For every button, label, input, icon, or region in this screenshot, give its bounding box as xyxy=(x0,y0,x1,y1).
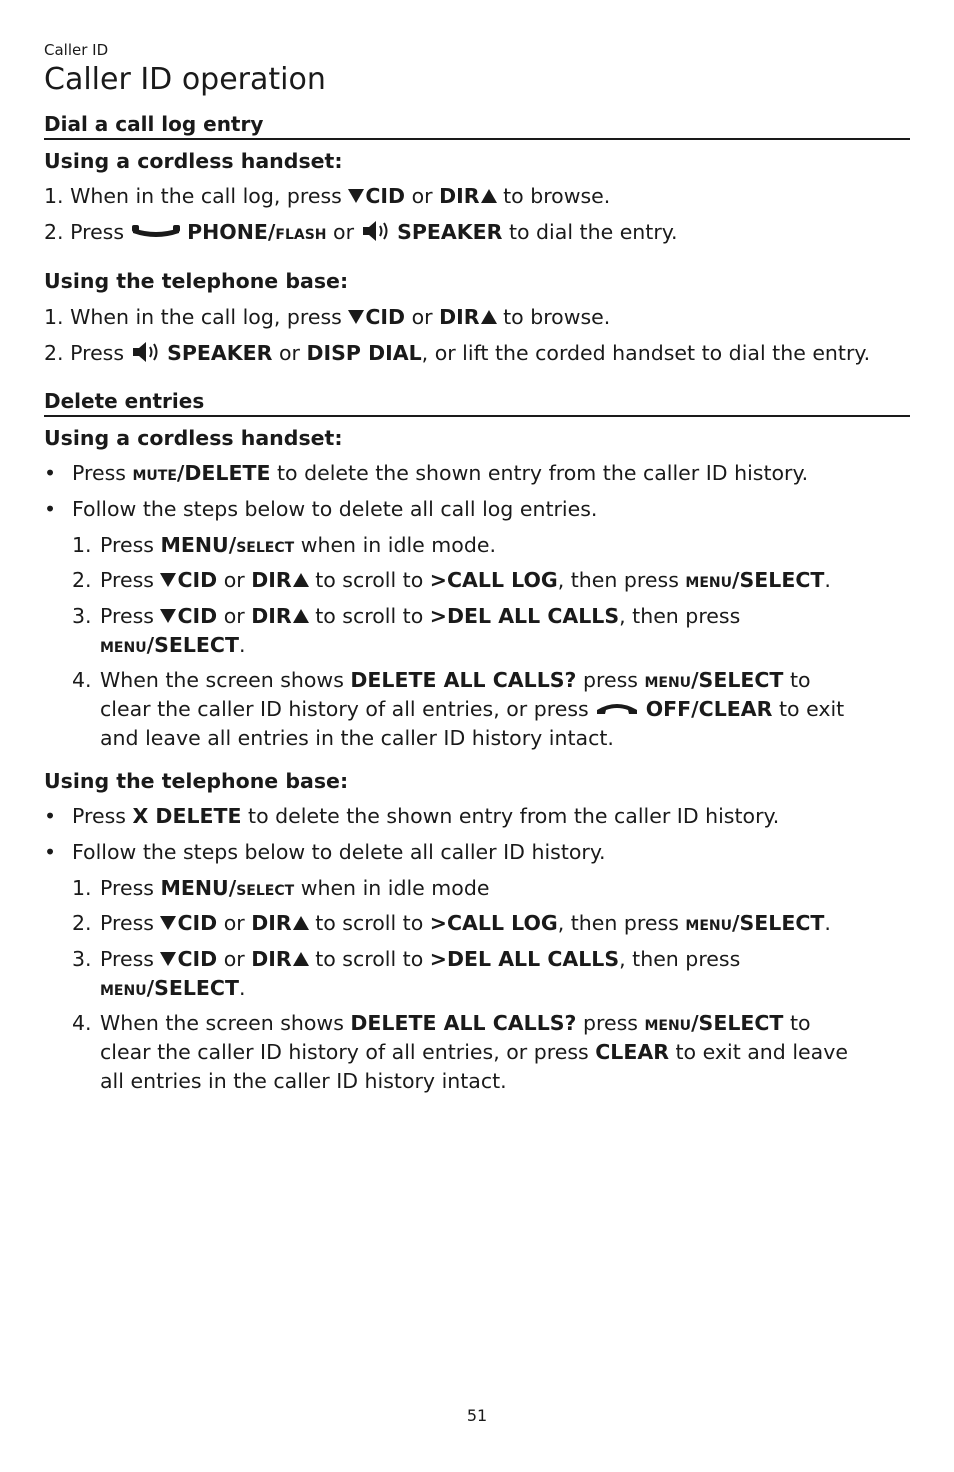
delete-base-step-4: 4. When the screen shows DELETE ALL CALLS? press menu/SELECT to xyxy=(72,1011,811,1035)
delete-handset-step-2: 2. Press CID or DIR to scroll to >CALL LOG, then press menu/SELECT. xyxy=(72,568,831,592)
delete-handset-step-4-cont-2: and leave all entries in the caller ID history intact. xyxy=(100,726,614,750)
phone-off-icon xyxy=(595,700,639,716)
delete-base-step-1: 1. Press MENU/select when in idle mode xyxy=(72,876,490,900)
section-heading-dial: Dial a call log entry xyxy=(44,112,910,140)
phone-handset-icon xyxy=(131,222,181,240)
delete-base-bullet-2: • Follow the steps below to delete all caller ID history. xyxy=(44,840,606,864)
down-arrow-icon xyxy=(160,952,176,966)
section-heading-delete: Delete entries xyxy=(44,389,910,417)
delete-handset-step-3: 3. Press CID or DIR to scroll to >DEL ALL CALLS, then press xyxy=(72,604,741,628)
dial-base-subheading: Using the telephone base: xyxy=(44,269,349,293)
speaker-icon xyxy=(131,340,161,364)
down-arrow-icon xyxy=(160,609,176,623)
delete-base-subheading: Using the telephone base: xyxy=(44,769,349,793)
chapter-label: Caller ID xyxy=(44,41,109,59)
delete-handset-bullet-1: • Press mute/DELETE to delete the shown entry from the caller ID history. xyxy=(44,461,809,485)
down-arrow-icon xyxy=(160,573,176,587)
up-arrow-icon xyxy=(293,573,309,587)
up-arrow-icon xyxy=(293,952,309,966)
up-arrow-icon xyxy=(481,310,497,324)
up-arrow-icon xyxy=(293,916,309,930)
delete-base-step-4-cont: clear the caller ID history of all entries, or press CLEAR to exit and leave xyxy=(100,1040,848,1064)
dial-base-step-1: 1. When in the call log, press CID or DIR to browse. xyxy=(44,305,611,329)
page-number: 51 xyxy=(466,1406,488,1425)
delete-base-bullet-1: • Press X DELETE to delete the shown entry from the caller ID history. xyxy=(44,804,780,828)
delete-handset-step-4-cont: clear the caller ID history of all entries, or press OFF/CLEAR to exit xyxy=(100,697,845,721)
dial-handset-step-1: 1. When in the call log, press CID or DIR to browse. xyxy=(44,184,611,208)
delete-base-step-3: 3. Press CID or DIR to scroll to >DEL ALL CALLS, then press xyxy=(72,947,741,971)
delete-handset-step-4: 4. When the screen shows DELETE ALL CALLS? press menu/SELECT to xyxy=(72,668,811,692)
delete-handset-step-1: 1. Press MENU/select when in idle mode. xyxy=(72,533,496,557)
down-arrow-icon xyxy=(348,310,364,324)
dial-handset-step-2: 2. Press PHONE/flash or SPEAKER to dial the entry. xyxy=(44,220,678,244)
delete-handset-step-3-cont: menu/SELECT. xyxy=(100,633,246,657)
dial-base-step-2: 2. Press SPEAKER or DISP DIAL, or lift the corded handset to dial the entry. xyxy=(44,341,871,365)
delete-handset-bullet-2: • Follow the steps below to delete all call log entries. xyxy=(44,497,598,521)
delete-base-step-4-cont-2: all entries in the caller ID history intact. xyxy=(100,1069,507,1093)
down-arrow-icon xyxy=(160,916,176,930)
speaker-icon xyxy=(361,219,391,243)
page-title: Caller ID operation xyxy=(44,62,326,97)
up-arrow-icon xyxy=(293,609,309,623)
delete-base-step-2: 2. Press CID or DIR to scroll to >CALL LOG, then press menu/SELECT. xyxy=(72,911,831,935)
down-arrow-icon xyxy=(348,189,364,203)
delete-handset-subheading: Using a cordless handset: xyxy=(44,426,343,450)
dial-handset-subheading: Using a cordless handset: xyxy=(44,149,343,173)
delete-base-step-3-cont: menu/SELECT. xyxy=(100,976,246,1000)
up-arrow-icon xyxy=(481,189,497,203)
